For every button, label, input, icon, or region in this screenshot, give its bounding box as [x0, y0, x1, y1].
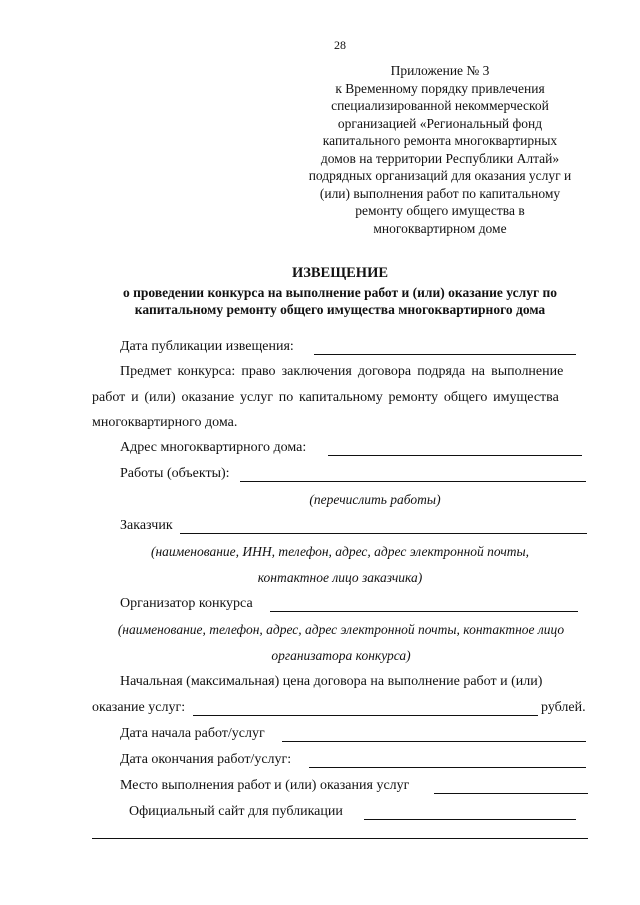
subject-line: многоквартирного дома. — [92, 415, 238, 430]
place-label: Место выполнения работ и (или) оказания услуг — [120, 778, 410, 793]
appendix-line: к Временному порядку привлечения — [335, 80, 545, 96]
organizer-hint: организатора конкурса) — [271, 648, 411, 663]
customer-field[interactable] — [180, 533, 587, 534]
customer-label: Заказчик — [120, 518, 173, 533]
subject-line: Предмет конкурса: право заключения договора подряда на выполнение — [120, 364, 564, 379]
appendix-line: капитального ремонта многоквартирных — [322, 133, 558, 148]
start-date-field[interactable] — [282, 741, 586, 742]
appendix-line: ремонту общего имущества в — [355, 203, 525, 218]
organizer-label: Организатор конкурса — [120, 596, 253, 611]
end-date-label: Дата окончания работ/услуг: — [120, 752, 292, 767]
appendix-line: специализированной некоммерческой — [331, 98, 549, 113]
works-label: Работы (объекты): — [120, 466, 230, 481]
publication-date-label: Дата публикации извещения: — [120, 339, 294, 354]
website-field[interactable] — [364, 819, 576, 820]
appendix-block — [270, 62, 610, 237]
works-field[interactable] — [240, 481, 586, 482]
end-date-field[interactable] — [309, 767, 586, 768]
works-hint: (перечислить работы) — [309, 492, 441, 507]
page-number: 28 — [334, 38, 346, 52]
start-date-label: Дата начала работ/услуг — [120, 726, 265, 741]
notice-subtitle-line: о проведении конкурса на выполнение работ и (или) оказание услуг по — [123, 285, 557, 300]
organizer-field[interactable] — [270, 611, 578, 612]
website-field-continuation[interactable] — [92, 838, 588, 839]
notice-subtitle-line: капитальному ремонту общего имущества многоквартирного дома — [134, 302, 546, 317]
appendix-line: многоквартирном доме — [373, 220, 507, 236]
price-unit: рублей. — [541, 700, 586, 715]
price-label: оказание услуг: — [92, 700, 186, 715]
appendix-line: организацией «Региональный фонд — [337, 115, 543, 131]
appendix-line: домов на территории Республики Алтай» — [320, 150, 560, 166]
place-field[interactable] — [434, 793, 588, 794]
subject-line: работ и (или) оказание услуг по капитальному ремонту общего имущества — [92, 390, 559, 405]
price-field[interactable] — [193, 715, 538, 716]
customer-hint: контактное лицо заказчика) — [257, 570, 423, 585]
appendix-line: подрядных организаций для оказания услуг и — [308, 168, 572, 183]
address-field[interactable] — [328, 455, 582, 456]
address-label: Адрес многоквартирного дома: — [120, 440, 307, 455]
price-label: Начальная (максимальная) цена договора на выполнение работ и (или) — [120, 674, 543, 689]
publication-date-field[interactable] — [314, 354, 576, 355]
organizer-hint: (наименование, телефон, адрес, адрес электронной почты, контактное лицо — [117, 622, 565, 637]
appendix-line: (или) выполнения работ по капитальному — [319, 185, 561, 201]
website-label: Официальный сайт для публикации — [129, 804, 343, 819]
appendix-line: Приложение № 3 — [390, 63, 490, 78]
notice-title: ИЗВЕЩЕНИЕ — [291, 265, 389, 281]
customer-hint: (наименование, ИНН, телефон, адрес, адрес электронной почты, — [150, 544, 530, 559]
